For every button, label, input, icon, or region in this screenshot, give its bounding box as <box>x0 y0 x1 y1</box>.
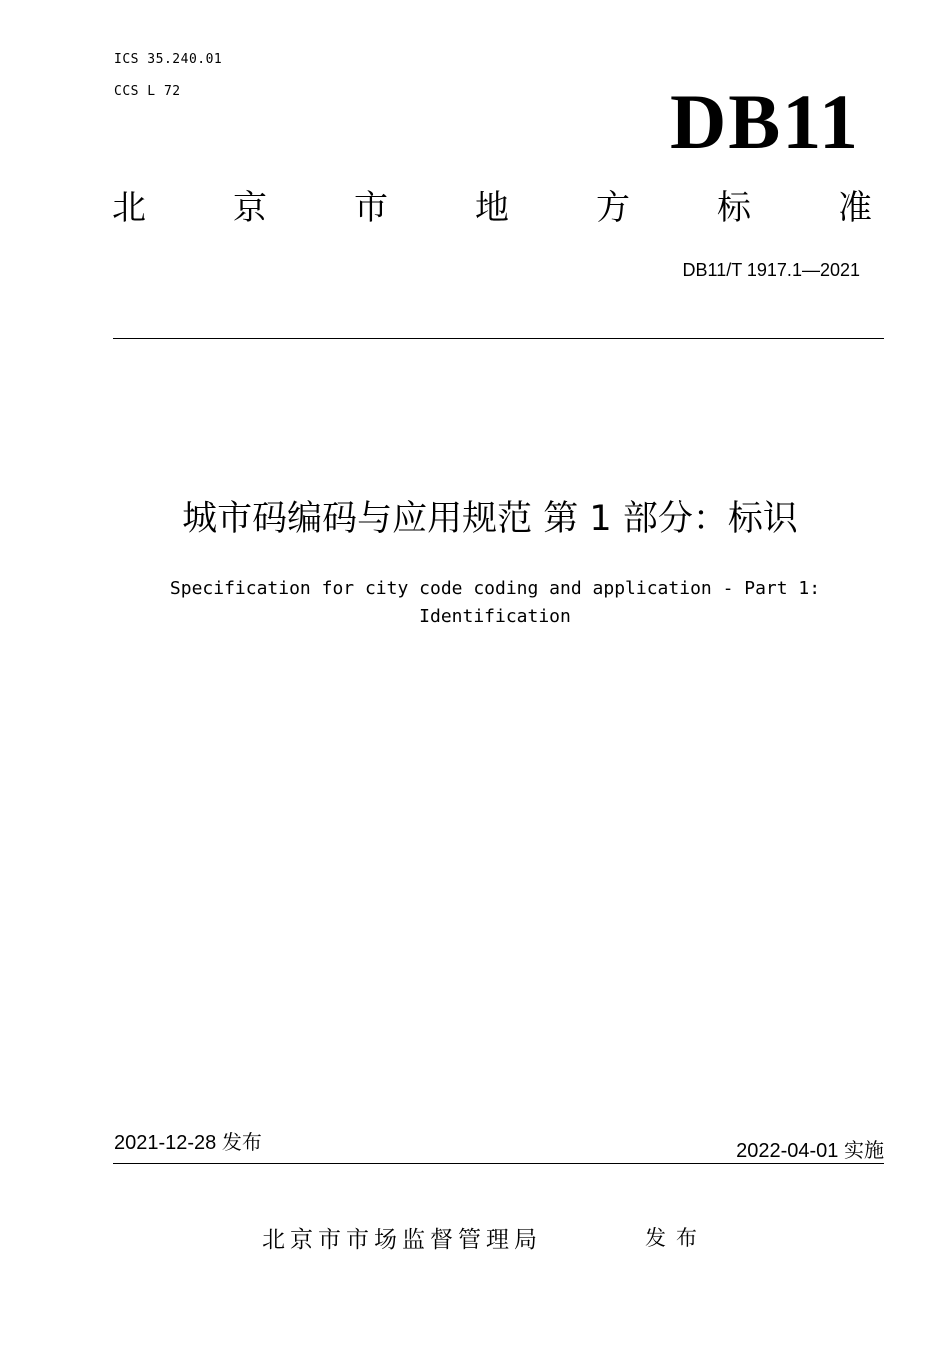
english-title-line-2: Identification <box>419 606 571 627</box>
standard-type-char: 市 <box>354 188 388 228</box>
publish-date: 2021-12-28 发布 <box>114 1132 262 1154</box>
db11-logo: DB11 <box>669 78 860 165</box>
standard-code: DB11/T 1917.1—2021 <box>682 260 860 280</box>
bottom-divider <box>113 1163 884 1164</box>
document-title-english <box>80 575 910 631</box>
standard-type-char: 京 <box>233 188 267 228</box>
standard-type-char: 准 <box>838 188 872 228</box>
standard-type-char: 地 <box>475 188 509 228</box>
top-divider <box>113 338 884 339</box>
standard-type-char: 标 <box>717 188 751 228</box>
ccs-number: CCS L 72 <box>114 84 181 99</box>
ics-number: ICS 35.240.01 <box>114 52 223 67</box>
standard-type-char: 北 <box>112 188 146 228</box>
implement-date: 2022-04-01 实施 <box>736 1140 884 1162</box>
issue-label: 发布 <box>645 1226 707 1250</box>
issuing-authority: 北京市市场监督管理局 <box>262 1227 542 1253</box>
english-title-line-1: Specification for city code coding and application - Part 1: <box>169 578 821 599</box>
standard-type-title <box>112 183 872 233</box>
standard-type-char: 方 <box>596 188 630 228</box>
document-title-chinese: 城市码编码与应用规范 第 1 部分：标识 <box>182 499 798 539</box>
